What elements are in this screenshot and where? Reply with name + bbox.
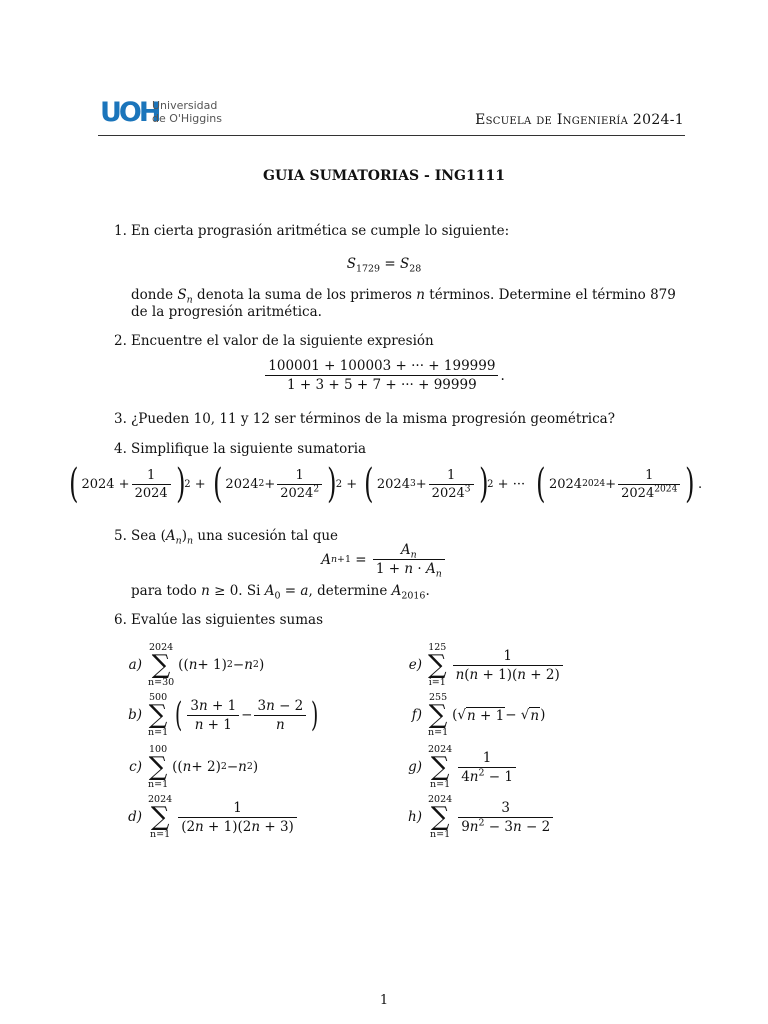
sum-a-label: a) bbox=[128, 657, 142, 673]
sum-b-upper: 500 bbox=[148, 692, 168, 703]
problem-2-expression: $\frac{100001 + 100003 + \cdot\cdot\cdot + 199999}{1 + 3 + 5 + 7 + \cdot\cdot\cdot + 99999}$ . bbox=[0, 358, 768, 393]
logo-line-2: de O'Higgins bbox=[152, 112, 222, 125]
sum-f-lower: n=1 bbox=[428, 727, 449, 738]
sum-d-lower: n=1 bbox=[150, 829, 171, 840]
page-number: 1 bbox=[379, 993, 389, 1008]
page-title: GUIA SUMATORIAS - ING1111 bbox=[263, 168, 505, 184]
sum-h-sigma: 2024 ∑ n=1 bbox=[428, 794, 453, 840]
problem-1-number: 1. bbox=[114, 223, 127, 239]
problem-4-expression: ( 2024 + $\frac{1}{2024}$ ) 2 + ( 2024 2 + $\frac{1}{2024^2}$ ) 2 + ( 2024 3 + $\frac{1}{2024^3}$ ) 2 + ··· ( 2024 2024 + $\frac{1}{2024^{2024}}$ ) . bbox=[68, 461, 703, 507]
problem-1-text-a: donde bbox=[131, 287, 174, 303]
problem-2-denominator: 1 + 3 + 5 + 7 + ··· + 99999 bbox=[287, 377, 477, 393]
sum-g-lower: n=1 bbox=[430, 779, 451, 790]
sum-h-upper: 2024 bbox=[428, 794, 453, 805]
problem-1-equation: $S_{1729} = S_{28}$ bbox=[346, 256, 422, 275]
problem-5-recurrence: A n+1 = $\frac{A_n}{1 + n \cdot A_n}$ bbox=[0, 542, 768, 577]
problem-3-number: 3. bbox=[114, 411, 127, 427]
problem-2-intro: Encuentre el valor de la siguiente expresión bbox=[131, 333, 434, 349]
sum-e-label: e) bbox=[408, 657, 422, 673]
sum-g: g) 2024 ∑ n=1 $\frac{1}{4n^2 - 1}$ bbox=[394, 744, 518, 790]
problem-1-text-c: términos. Determine el término 879 de la progresión aritmética. bbox=[131, 287, 676, 320]
problem-1-text-b: denota la suma de los primeros bbox=[197, 287, 412, 303]
sum-h-label: h) bbox=[408, 809, 422, 825]
problem-5-cond-b: . Si bbox=[238, 583, 261, 599]
sum-a-lower: n=30 bbox=[148, 677, 175, 688]
sum-f-label: f) bbox=[411, 707, 422, 723]
sum-b: b) 500 ∑ n=1 ( $\frac{3n + 1}{n + 1}$ − $\frac{3n - 2}{n}$ ) bbox=[114, 692, 322, 738]
problem-6-intro: Evalúe las siguientes sumas bbox=[131, 612, 324, 628]
sum-c-upper: 100 bbox=[148, 744, 168, 755]
sum-f: f) 255 ∑ n=1 (√ n + 1 − √ n ) bbox=[394, 692, 545, 738]
sum-b-lower: n=1 bbox=[148, 727, 169, 738]
header-divider bbox=[98, 135, 685, 136]
problem-5-number: 5. bbox=[114, 528, 127, 544]
sum-b-sigma: 500 ∑ n=1 bbox=[148, 692, 169, 738]
university-logo bbox=[100, 99, 260, 127]
sum-g-sigma: 2024 ∑ n=1 bbox=[428, 744, 453, 790]
problem-5-cond-a: para todo bbox=[131, 583, 197, 599]
logo-line-1: Universidad bbox=[152, 99, 218, 112]
logo-text bbox=[152, 99, 222, 125]
sum-e-lower: i=1 bbox=[428, 677, 446, 688]
sum-d: d) 2024 ∑ n=1 $\frac{1}{(2n + 1)(2n + 3)}$ bbox=[114, 794, 299, 840]
sum-b-label: b) bbox=[128, 707, 142, 723]
problem-2-number: 2. bbox=[114, 333, 127, 349]
sum-f-upper: 255 bbox=[428, 692, 448, 703]
sum-c-label: c) bbox=[129, 759, 142, 775]
problem-5-intro-b: una sucesión tal que bbox=[197, 528, 339, 544]
sum-g-upper: 2024 bbox=[428, 744, 453, 755]
sum-c-lower: n=1 bbox=[148, 779, 169, 790]
problem-1-text: donde $S_n$ denota la suma de los primeros n términos. Determine el término 879 de la progresión aritmética. bbox=[131, 287, 676, 320]
problem-2-fraction bbox=[265, 358, 498, 393]
logo-mark: UOH bbox=[100, 97, 159, 128]
problem-6-number: 6. bbox=[114, 612, 127, 628]
problem-4-intro: Simplifique la siguiente sumatoria bbox=[131, 441, 367, 457]
problem-5-intro-a: Sea bbox=[131, 528, 157, 544]
problem-5-condition: para todo n ≥ 0. Si $A_0 = a$, determine $A_{2016}$. bbox=[131, 583, 430, 602]
school-name: Escuela de Ingeniería 2024-1 bbox=[475, 112, 684, 128]
sum-e-sigma: 125 ∑ i=1 bbox=[428, 642, 447, 688]
sum-g-label: g) bbox=[408, 759, 422, 775]
sum-d-label: d) bbox=[128, 809, 142, 825]
sum-c-sigma: 100 ∑ n=1 bbox=[148, 744, 169, 790]
sum-a-sigma: 2024 ∑ n=30 bbox=[148, 642, 175, 688]
sum-a-upper: 2024 bbox=[148, 642, 174, 653]
problem-3-text: ¿Pueden 10, 11 y 12 ser términos de la misma progresión geométrica? bbox=[131, 411, 615, 427]
problem-1-intro: En cierta prograsión aritmética se cumple lo siguiente: bbox=[131, 223, 510, 239]
sum-f-sigma: 255 ∑ n=1 bbox=[428, 692, 449, 738]
sum-h: h) 2024 ∑ n=1 $\frac{3}{9n^2 - 3n - 2}$ bbox=[394, 794, 555, 840]
sum-h-lower: n=1 bbox=[430, 829, 451, 840]
problem-2-numerator: 100001 + 100003 + ··· + 199999 bbox=[265, 358, 498, 376]
problem-5-intro: Sea $(A_n)_n$ una sucesión tal que bbox=[131, 528, 339, 547]
sum-a: a) 2024 ∑ n=30 (( n + 1) 2 − n 2 ) bbox=[114, 642, 264, 688]
problem-5-cond-c: , determine bbox=[308, 583, 388, 599]
sum-e: e) 125 ∑ i=1 $\frac{1}{n(n + 1)(n + 2)}$ bbox=[394, 642, 565, 688]
sum-d-sigma: 2024 ∑ n=1 bbox=[148, 794, 173, 840]
problem-4-number: 4. bbox=[114, 441, 127, 457]
sum-d-upper: 2024 bbox=[148, 794, 173, 805]
sum-e-upper: 125 bbox=[428, 642, 447, 653]
sum-c: c) 100 ∑ n=1 (( n + 2) 2 − n 2 ) bbox=[114, 744, 258, 790]
